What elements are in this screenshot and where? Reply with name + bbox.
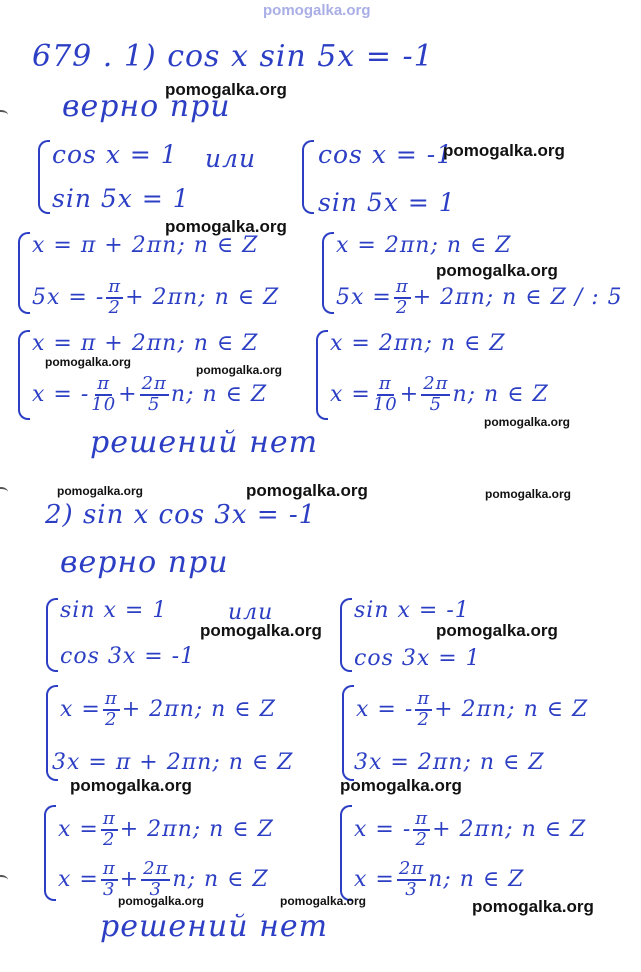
watermark-text[interactable]: pomogalka.org bbox=[200, 621, 322, 640]
p2-s3-line1: x = $\frac{\pi}{2}$ + 2πn; n ∈ Z bbox=[60, 688, 276, 730]
p1-s6-line1: x = 2πn; n ∈ Z bbox=[330, 331, 506, 356]
system-brace bbox=[38, 140, 50, 214]
p2-result: решений нет bbox=[100, 909, 329, 944]
system-brace bbox=[18, 330, 30, 420]
system-brace bbox=[316, 330, 328, 420]
binder-hole bbox=[0, 110, 8, 120]
p1-s5-line2: x = - $\frac{\pi}{10}$ + $\frac{2\pi}{5}$ n; n ∈ Z bbox=[32, 373, 268, 415]
p2-sys1-line2: cos 3x = -1 bbox=[60, 644, 196, 669]
system-brace bbox=[302, 140, 314, 214]
p2-s5-line2: x = $\frac{\pi}{3}$ + $\frac{2\pi}{3}$ n; n ∈ Z bbox=[58, 858, 269, 900]
problem-header-2: 2) sin x cos 3x = -1 bbox=[45, 500, 317, 530]
system-brace bbox=[342, 685, 354, 781]
watermark-text[interactable]: pomogalka.org bbox=[280, 894, 367, 908]
p1-sys1-line2: sin 5x = 1 bbox=[52, 184, 190, 213]
watermark-text[interactable]: pomogalka.org bbox=[436, 261, 558, 280]
p1-result: решений нет bbox=[90, 425, 319, 460]
p1-sys2-line1: cos x = -1 bbox=[318, 140, 454, 169]
p1-s4-line2: 5x = $\frac{\pi}{2}$ + 2πn; n ∈ Z / : 5 bbox=[336, 276, 623, 318]
system-brace bbox=[340, 598, 352, 672]
watermark-text[interactable]: pomogalka.org bbox=[340, 776, 462, 795]
p1-s6-line2: x = $\frac{\pi}{10}$ + $\frac{2\pi}{5}$ n; n ∈ Z bbox=[330, 373, 549, 415]
system-brace bbox=[322, 232, 334, 314]
verno-pri-1: верно при bbox=[62, 89, 231, 124]
p2-ili: или bbox=[228, 600, 274, 625]
p2-s4-line1: x = - $\frac{\pi}{2}$ + 2πn; n ∈ Z bbox=[356, 688, 589, 730]
watermark-text[interactable]: pomogalka.org bbox=[165, 217, 287, 236]
p2-s3-line2: 3x = π + 2πn; n ∈ Z bbox=[52, 750, 294, 775]
system-brace bbox=[18, 232, 30, 314]
watermark-top[interactable]: pomogalka.org bbox=[263, 2, 371, 19]
watermark-text[interactable]: pomogalka.org bbox=[472, 897, 594, 916]
system-brace bbox=[46, 598, 58, 672]
p2-s6-line1: x = - $\frac{\pi}{2}$ + 2πn; n ∈ Z bbox=[354, 808, 587, 850]
watermark-text[interactable]: pomogalka.org bbox=[443, 141, 565, 160]
system-brace bbox=[340, 805, 352, 901]
p2-sys2-line1: sin x = -1 bbox=[354, 598, 470, 623]
watermark-text[interactable]: pomogalka.org bbox=[57, 484, 144, 498]
p1-ili: или bbox=[205, 144, 257, 173]
p2-s6-line2: x = $\frac{2\pi}{3}$ n; n ∈ Z bbox=[354, 858, 525, 900]
p2-s5-line1: x = $\frac{\pi}{2}$ + 2πn; n ∈ Z bbox=[58, 808, 274, 850]
watermark-text[interactable]: pomogalka.org bbox=[165, 80, 287, 99]
watermark-text[interactable]: pomogalka.org bbox=[118, 894, 205, 908]
watermark-text[interactable]: pomogalka.org bbox=[45, 355, 132, 369]
binder-hole bbox=[0, 487, 8, 497]
verno-pri-2: верно при bbox=[60, 545, 229, 580]
p1-s3-line1: x = π + 2πn; n ∈ Z bbox=[32, 233, 259, 258]
p1-s4-line1: x = 2πn; n ∈ Z bbox=[336, 233, 512, 258]
p2-s4-line2: 3x = 2πn; n ∈ Z bbox=[354, 750, 545, 775]
p1-sys2-line2: sin 5x = 1 bbox=[318, 188, 456, 217]
watermark-text[interactable]: pomogalka.org bbox=[70, 776, 192, 795]
watermark-text[interactable]: pomogalka.org bbox=[246, 481, 368, 500]
watermark-text[interactable]: pomogalka.org bbox=[485, 487, 572, 501]
problem-header-1: 679 . 1) cos x sin 5x = -1 bbox=[32, 39, 434, 74]
watermark-text[interactable]: pomogalka.org bbox=[196, 363, 283, 377]
p2-sys1-line1: sin x = 1 bbox=[60, 598, 168, 623]
p1-sys1-line1: cos x = 1 bbox=[52, 140, 178, 169]
binder-hole bbox=[0, 875, 8, 885]
p2-sys2-line2: cos 3x = 1 bbox=[354, 646, 481, 671]
watermark-text[interactable]: pomogalka.org bbox=[484, 415, 571, 429]
system-brace bbox=[44, 805, 56, 901]
p1-s3-line2: 5x = - $\frac{\pi}{2}$ + 2πn; n ∈ Z bbox=[32, 276, 280, 318]
p1-s5-line1: x = π + 2πn; n ∈ Z bbox=[32, 331, 259, 356]
watermark-text[interactable]: pomogalka.org bbox=[436, 621, 558, 640]
